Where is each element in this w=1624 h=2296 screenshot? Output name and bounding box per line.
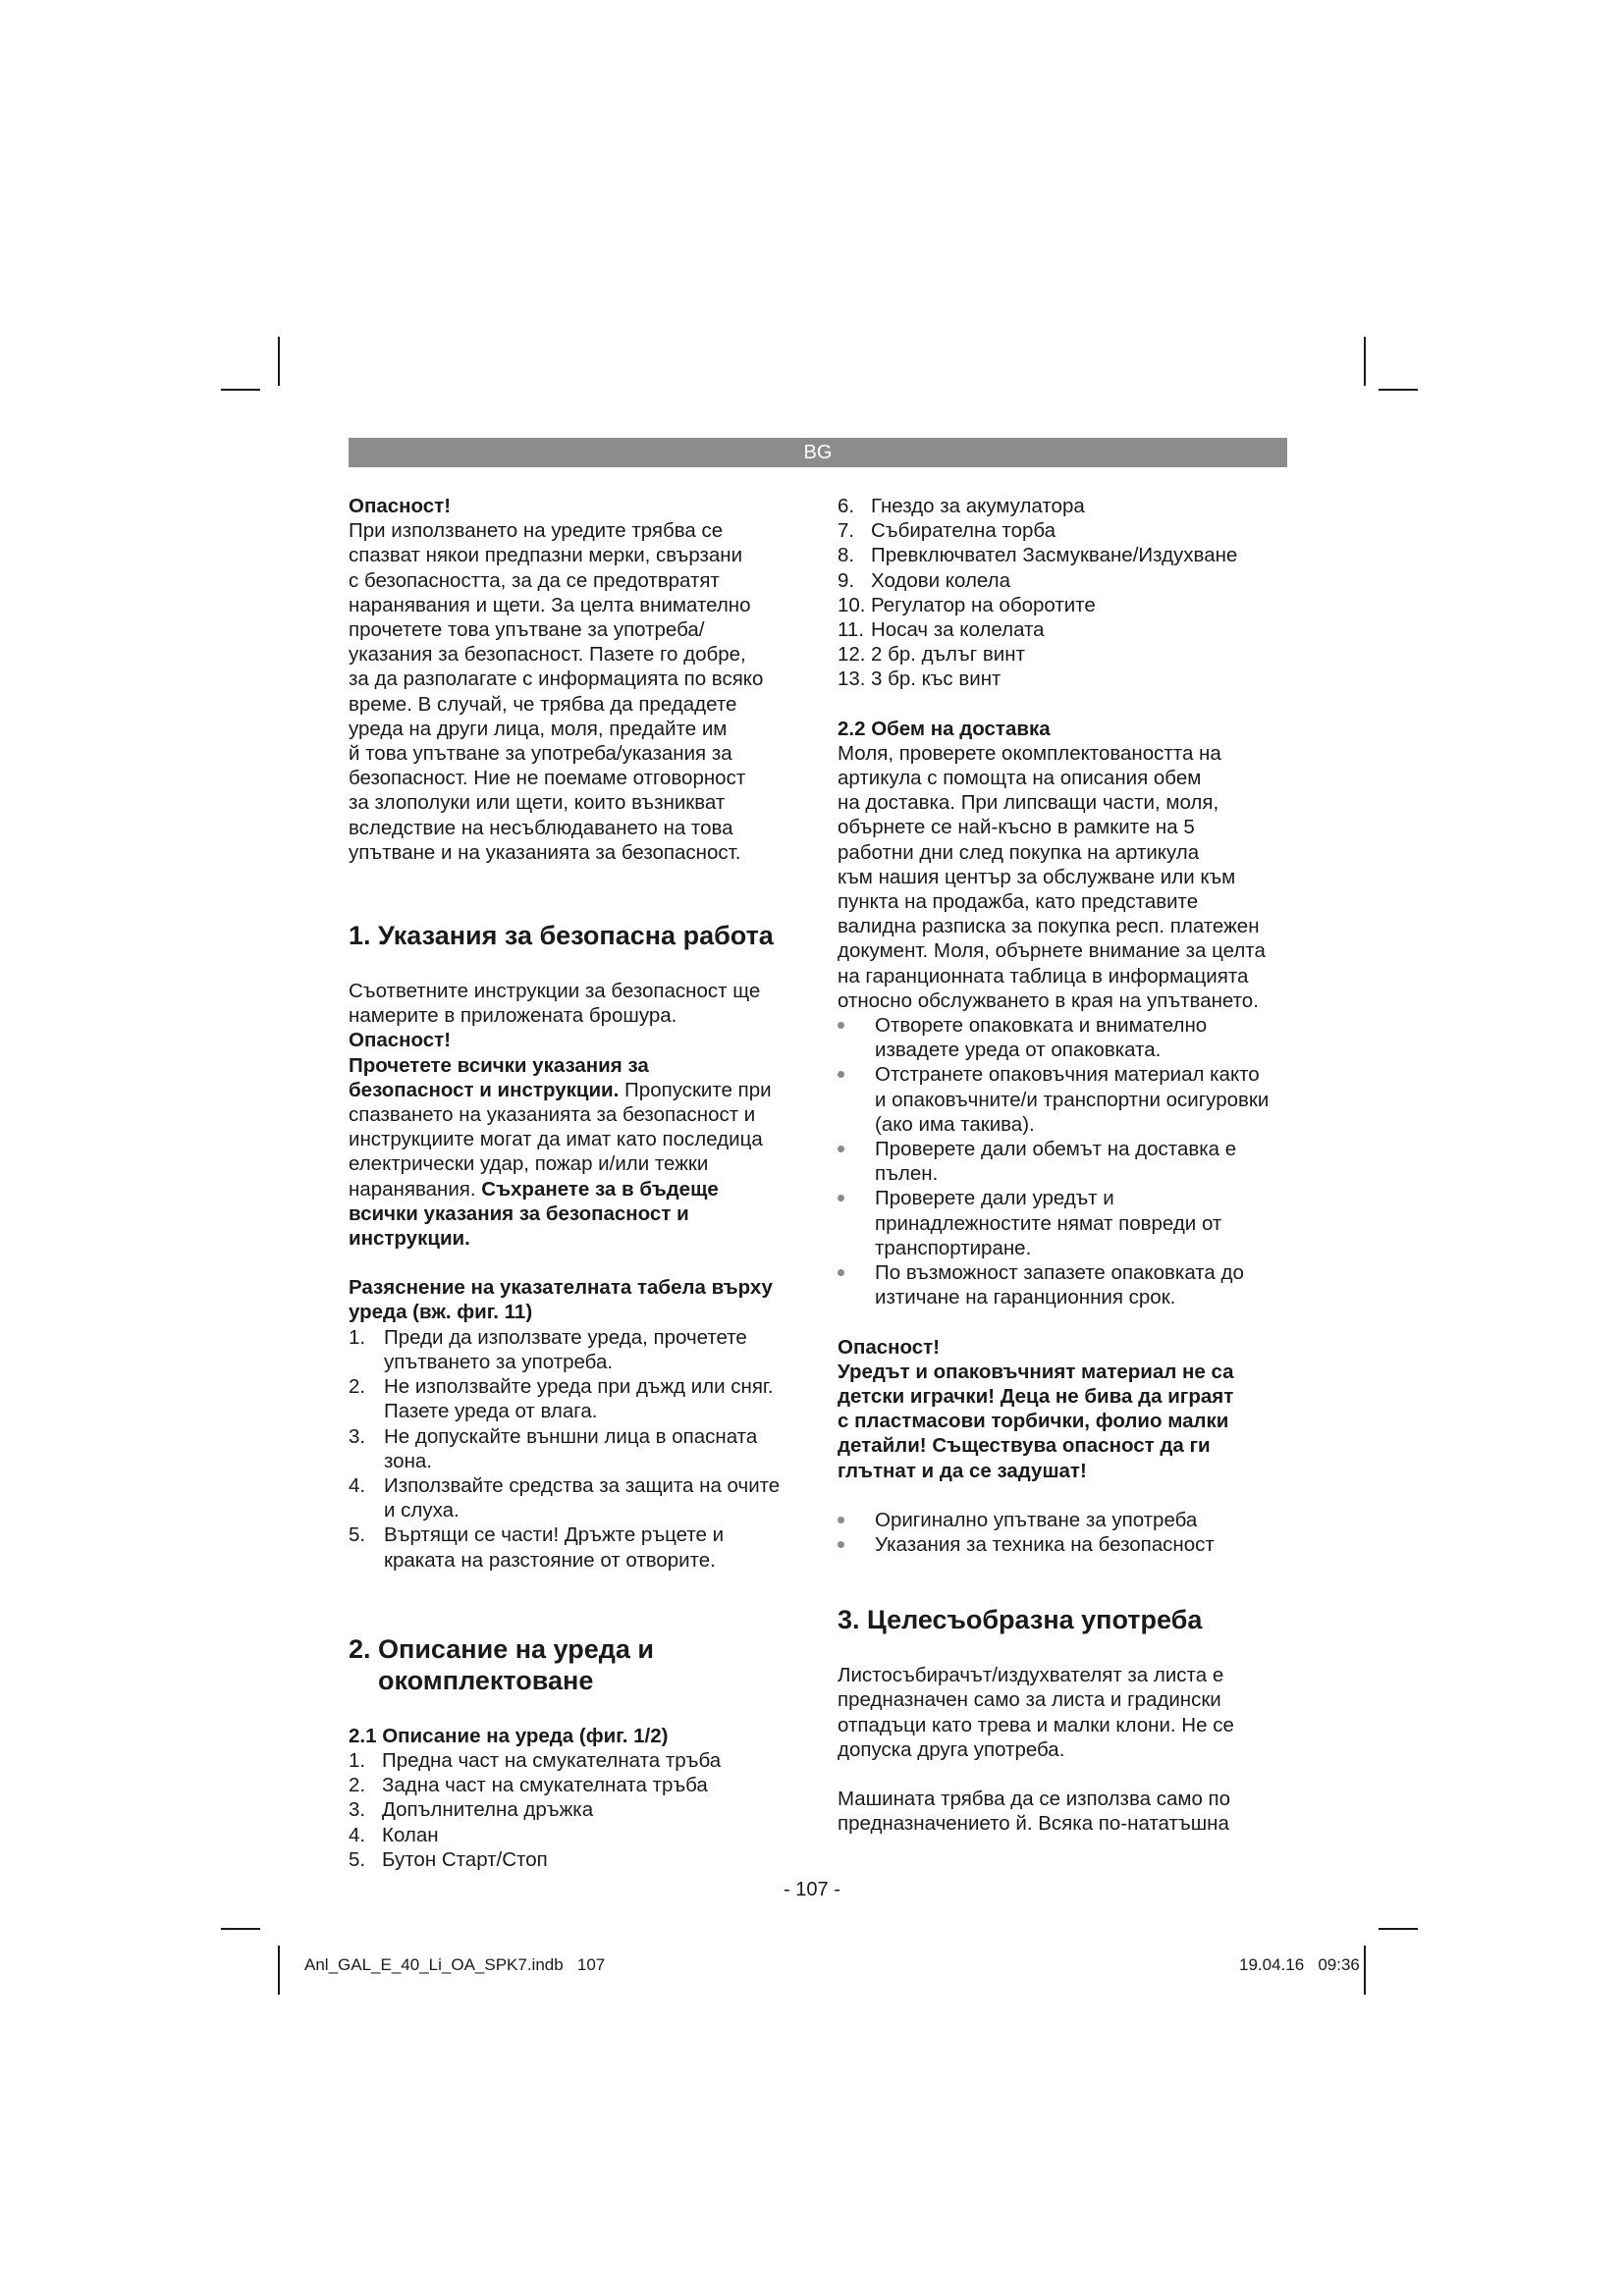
- item-number: 6.: [838, 495, 855, 517]
- list-item: [838, 1013, 1289, 1062]
- crop-mark: [278, 337, 280, 386]
- crop-mark: [1364, 1946, 1366, 1995]
- text-line: вследствие на несъблюдаването на това: [349, 816, 733, 839]
- text-line: детайли! Съществува опасност да ги: [838, 1434, 1211, 1458]
- left-column: [349, 494, 800, 1872]
- text-line: й това упътване за употреба/указания за: [349, 742, 732, 766]
- text-line: инструкциите могат да имат като последица: [349, 1128, 763, 1151]
- item-number: 8.: [838, 544, 855, 567]
- list-item: [838, 543, 1289, 567]
- item-number: 7.: [838, 519, 855, 543]
- item-text: Превключвател Засмукване/Издухване: [871, 544, 1238, 567]
- danger-paragraph: [349, 518, 800, 865]
- text-line: с безопасността, за да се предотвратят: [349, 568, 720, 592]
- text-line: [349, 1078, 800, 1102]
- language-header-bar: [349, 438, 1287, 467]
- list-item: [838, 1532, 1289, 1557]
- parts-list-continued: [838, 494, 1289, 692]
- item-text: транспортиране.: [875, 1236, 1032, 1259]
- bullet-icon: [838, 1022, 844, 1029]
- text-line: предназначен само за листа и градински: [838, 1688, 1221, 1712]
- item-number: 9.: [838, 568, 855, 592]
- item-text: принадлежностите нямат повреди от: [875, 1211, 1222, 1235]
- list-item: [349, 1823, 800, 1847]
- item-text: пълен.: [875, 1162, 939, 1186]
- text-span: Пропуските при: [619, 1078, 772, 1101]
- text-line: за да разполагате с информацията по всяко: [349, 667, 764, 691]
- list-item: [349, 1424, 800, 1473]
- list-item: [838, 1508, 1289, 1532]
- item-number: 11.: [838, 618, 864, 642]
- item-text: Не използвайте уреда при дъжд или сняг.: [384, 1375, 774, 1399]
- heading-line: 2. Описание на уреда и: [349, 1633, 654, 1664]
- delivery-scope-paragraph: [838, 741, 1289, 1013]
- item-text: Носач за колелата: [871, 618, 1045, 642]
- item-text: Отворете опаковката и внимателно: [875, 1014, 1208, 1038]
- item-number: 10.: [838, 593, 866, 616]
- section-3-heading: 3. Целесъобразна употреба: [838, 1605, 1203, 1635]
- text-line: безопасност. Ние не поемаме отговорност: [349, 767, 746, 790]
- item-text: Указания за техника на безопасност: [875, 1532, 1215, 1556]
- text-line: валидна разписка за покупка респ. платежен: [838, 915, 1260, 938]
- text-line: уреда на други лица, моля, предайте им: [349, 717, 728, 740]
- item-text: По възможност запазете опаковката до: [875, 1261, 1244, 1285]
- crop-mark: [221, 1928, 260, 1930]
- item-text: краката на разстояние от отворите.: [384, 1548, 716, 1572]
- text-line: прочетете това упътване за употреба/: [349, 618, 705, 642]
- bullet-icon: [838, 1071, 844, 1078]
- print-file-info: Anl_GAL_E_40_Li_OA_SPK7.indb 107: [304, 1955, 606, 1974]
- text-line: електрически удар, пожар и/или тежки: [349, 1152, 709, 1176]
- text-span: наранявания.: [349, 1177, 482, 1201]
- item-text: изтичане на гаранционния срок.: [875, 1286, 1176, 1309]
- bullet-icon: [838, 1269, 844, 1276]
- text-line: време. В случай, че трябва да предадете: [349, 692, 737, 716]
- item-text: Ходови колела: [871, 568, 1010, 592]
- item-text: Допълнителна дръжка: [382, 1798, 594, 1822]
- delivery-check-list: [838, 1013, 1289, 1309]
- list-item: [349, 1797, 800, 1822]
- bullet-icon: [838, 1517, 844, 1523]
- text-line: артикула с помощта на описания обем: [838, 767, 1202, 790]
- text-line: Прочетете всички указания за: [349, 1053, 649, 1077]
- item-number: 3.: [349, 1424, 366, 1448]
- plate-heading: уреда (вж. фиг. 11): [349, 1301, 533, 1324]
- section-2-heading: [349, 1633, 800, 1696]
- item-text: Проверете дали уредът и: [875, 1187, 1114, 1210]
- warning-plate-list: [349, 1325, 800, 1573]
- text-line: спазването на указанията за безопасност и: [349, 1103, 756, 1127]
- item-text: Въртящи се части! Дръжте ръцете и: [384, 1523, 725, 1547]
- text-line: документ. Моля, обърнете внимание за целта: [838, 939, 1266, 963]
- list-item: [838, 518, 1289, 543]
- intended-use-paragraph: [838, 1787, 1289, 1836]
- danger-heading: Опасност!: [349, 495, 452, 517]
- page-number: - 107 -: [784, 1879, 840, 1900]
- item-text: Пазете уреда от влага.: [384, 1400, 598, 1423]
- list-item: [349, 1773, 800, 1797]
- text-line: обърнете се най-късно в рамките на 5: [838, 816, 1195, 839]
- text-line: Съответните инструкции за безопасност ще: [349, 980, 761, 1003]
- text-line: инструкции.: [349, 1227, 470, 1251]
- list-item: [349, 1374, 800, 1423]
- subsection-heading: 2.2 Обем на доставка: [838, 717, 1051, 740]
- list-item: [349, 1522, 800, 1572]
- text-line: детски играчки! Деца не бива да играят: [838, 1384, 1234, 1408]
- text-line: глътнат и да се задушат!: [838, 1459, 1087, 1482]
- heading-line: окомплектоване: [378, 1665, 594, 1695]
- list-item: [838, 1062, 1289, 1137]
- list-item: [838, 494, 1289, 518]
- text-line: наранявания и щети. За целта внимателно: [349, 593, 751, 616]
- text-line: Уредът и опаковъчният материал не са: [838, 1360, 1234, 1383]
- text-line: допуска друга употреба.: [838, 1737, 1065, 1761]
- crop-mark: [221, 389, 260, 391]
- list-item: [838, 667, 1289, 691]
- list-item: [349, 1325, 800, 1374]
- item-text: Задна част на смукателната тръба: [382, 1774, 708, 1797]
- text-line: Листосъбирачът/издухвателят за листа е: [838, 1664, 1224, 1687]
- crop-mark: [278, 1946, 280, 1995]
- text-line: на гаранционната таблица в информацията: [838, 964, 1249, 988]
- item-text: и опаковъчните/и транспортни осигуровки: [875, 1088, 1270, 1111]
- text-line: с пластмасови торбички, фолио малки: [838, 1410, 1229, 1433]
- crop-mark: [1379, 1928, 1418, 1930]
- item-number: 2.: [349, 1774, 366, 1797]
- plate-heading: Разяснение на указателната табела върху: [349, 1276, 773, 1300]
- item-text: 3 бр. къс винт: [871, 667, 1001, 691]
- item-text: Регулатор на оборотите: [871, 593, 1096, 616]
- text-line: спазват някои предпазни мерки, свързани: [349, 544, 743, 567]
- text-line: работни дни след покупка на артикула: [838, 840, 1200, 864]
- list-item: [838, 593, 1289, 617]
- item-number: 13.: [838, 667, 866, 691]
- bold-text: Съхранете за в бъдеще: [481, 1177, 719, 1201]
- bullet-icon: [838, 1541, 844, 1548]
- item-text: и слуха.: [384, 1499, 460, 1522]
- section-1-heading: 1. Указания за безопасна работа: [349, 921, 774, 951]
- danger-paragraph: [838, 1360, 1289, 1483]
- text-line: за злополуки или щети, които възникват: [349, 791, 726, 815]
- bold-text: безопасност и инструкции.: [349, 1078, 620, 1101]
- crop-mark: [1379, 389, 1418, 391]
- item-text: Не допускайте външни лица в опасната: [384, 1424, 758, 1448]
- list-item: [838, 642, 1289, 667]
- item-text: Използвайте средства за защита на очите: [384, 1473, 781, 1497]
- item-text: зона.: [384, 1449, 432, 1472]
- print-date-info: 19.04.16 09:36: [1239, 1955, 1360, 1974]
- list-item: [838, 1260, 1289, 1309]
- item-text: извадете уреда от опаковката.: [875, 1039, 1162, 1062]
- included-documents-list: [838, 1508, 1289, 1557]
- text-line: всички указания за безопасност и: [349, 1201, 689, 1225]
- subsection-heading: 2.1 Описание на уреда (фиг. 1/2): [349, 1724, 669, 1747]
- bullet-icon: [838, 1195, 844, 1201]
- language-code: BG: [803, 442, 833, 463]
- list-item: [349, 1847, 800, 1872]
- item-number: 3.: [349, 1798, 366, 1822]
- list-item: [838, 1186, 1289, 1260]
- text-line: пункта на продажба, като представите: [838, 890, 1199, 914]
- item-text: Преди да използвате уреда, прочетете: [384, 1325, 747, 1349]
- item-number: 5.: [349, 1847, 366, 1871]
- list-item: [349, 1748, 800, 1773]
- item-text: Предна част на смукателната тръба: [382, 1748, 722, 1772]
- text-line: на доставка. При липсващи части, моля,: [838, 791, 1219, 815]
- item-text: Бутон Старт/Стоп: [382, 1847, 548, 1871]
- text-line: предназначението й. Всяка по-нататъшна: [838, 1812, 1229, 1836]
- text-line: отпадъци като трева и малки клони. Не се: [838, 1713, 1234, 1736]
- item-number: 2.: [349, 1375, 366, 1399]
- item-text: Проверете дали обемът на доставка е: [875, 1138, 1237, 1161]
- item-number: 1.: [349, 1748, 366, 1772]
- list-item: [838, 568, 1289, 593]
- item-text: Отстранете опаковъчния материал както: [875, 1063, 1260, 1087]
- danger-heading: Опасност!: [349, 1029, 452, 1052]
- item-number: 5.: [349, 1523, 366, 1547]
- item-text: 2 бр. дълъг винт: [871, 643, 1025, 667]
- text-line: упътване и на указанията за безопасност.: [349, 840, 741, 864]
- item-text: (ако има такива).: [875, 1112, 1035, 1136]
- item-text: Гнездо за акумулатора: [871, 495, 1085, 517]
- item-text: Колан: [382, 1823, 439, 1846]
- item-number: 1.: [349, 1325, 366, 1349]
- list-item: [349, 1473, 800, 1522]
- item-number: 12.: [838, 643, 866, 667]
- text-line: При използването на уредите трябва се: [349, 519, 724, 543]
- text-line: [349, 1177, 800, 1201]
- item-text: Събирателна торба: [871, 519, 1056, 543]
- item-text: Оригинално упътване за употреба: [875, 1508, 1198, 1531]
- crop-mark: [1364, 337, 1366, 386]
- text-line: намерите в приложената брошура.: [349, 1004, 677, 1028]
- text-line: относно обслужването в края на упътването.: [838, 988, 1259, 1012]
- intended-use-paragraph: [838, 1663, 1289, 1762]
- right-column: [838, 494, 1289, 1836]
- text-line: към нашия център за обслужване или към: [838, 865, 1236, 888]
- item-number: 4.: [349, 1823, 366, 1846]
- item-number: 4.: [349, 1473, 366, 1497]
- text-line: Машината трябва да се използва само по: [838, 1787, 1231, 1810]
- list-item: [838, 617, 1289, 642]
- list-item: [838, 1137, 1289, 1186]
- danger-heading: Опасност!: [838, 1335, 941, 1359]
- item-text: упътването за употреба.: [384, 1350, 614, 1373]
- bullet-icon: [838, 1146, 844, 1152]
- text-line: Моля, проверете окомплектоваността на: [838, 741, 1221, 765]
- text-line: указания за безопасност. Пазете го добре,: [349, 643, 746, 667]
- parts-list: [349, 1748, 800, 1872]
